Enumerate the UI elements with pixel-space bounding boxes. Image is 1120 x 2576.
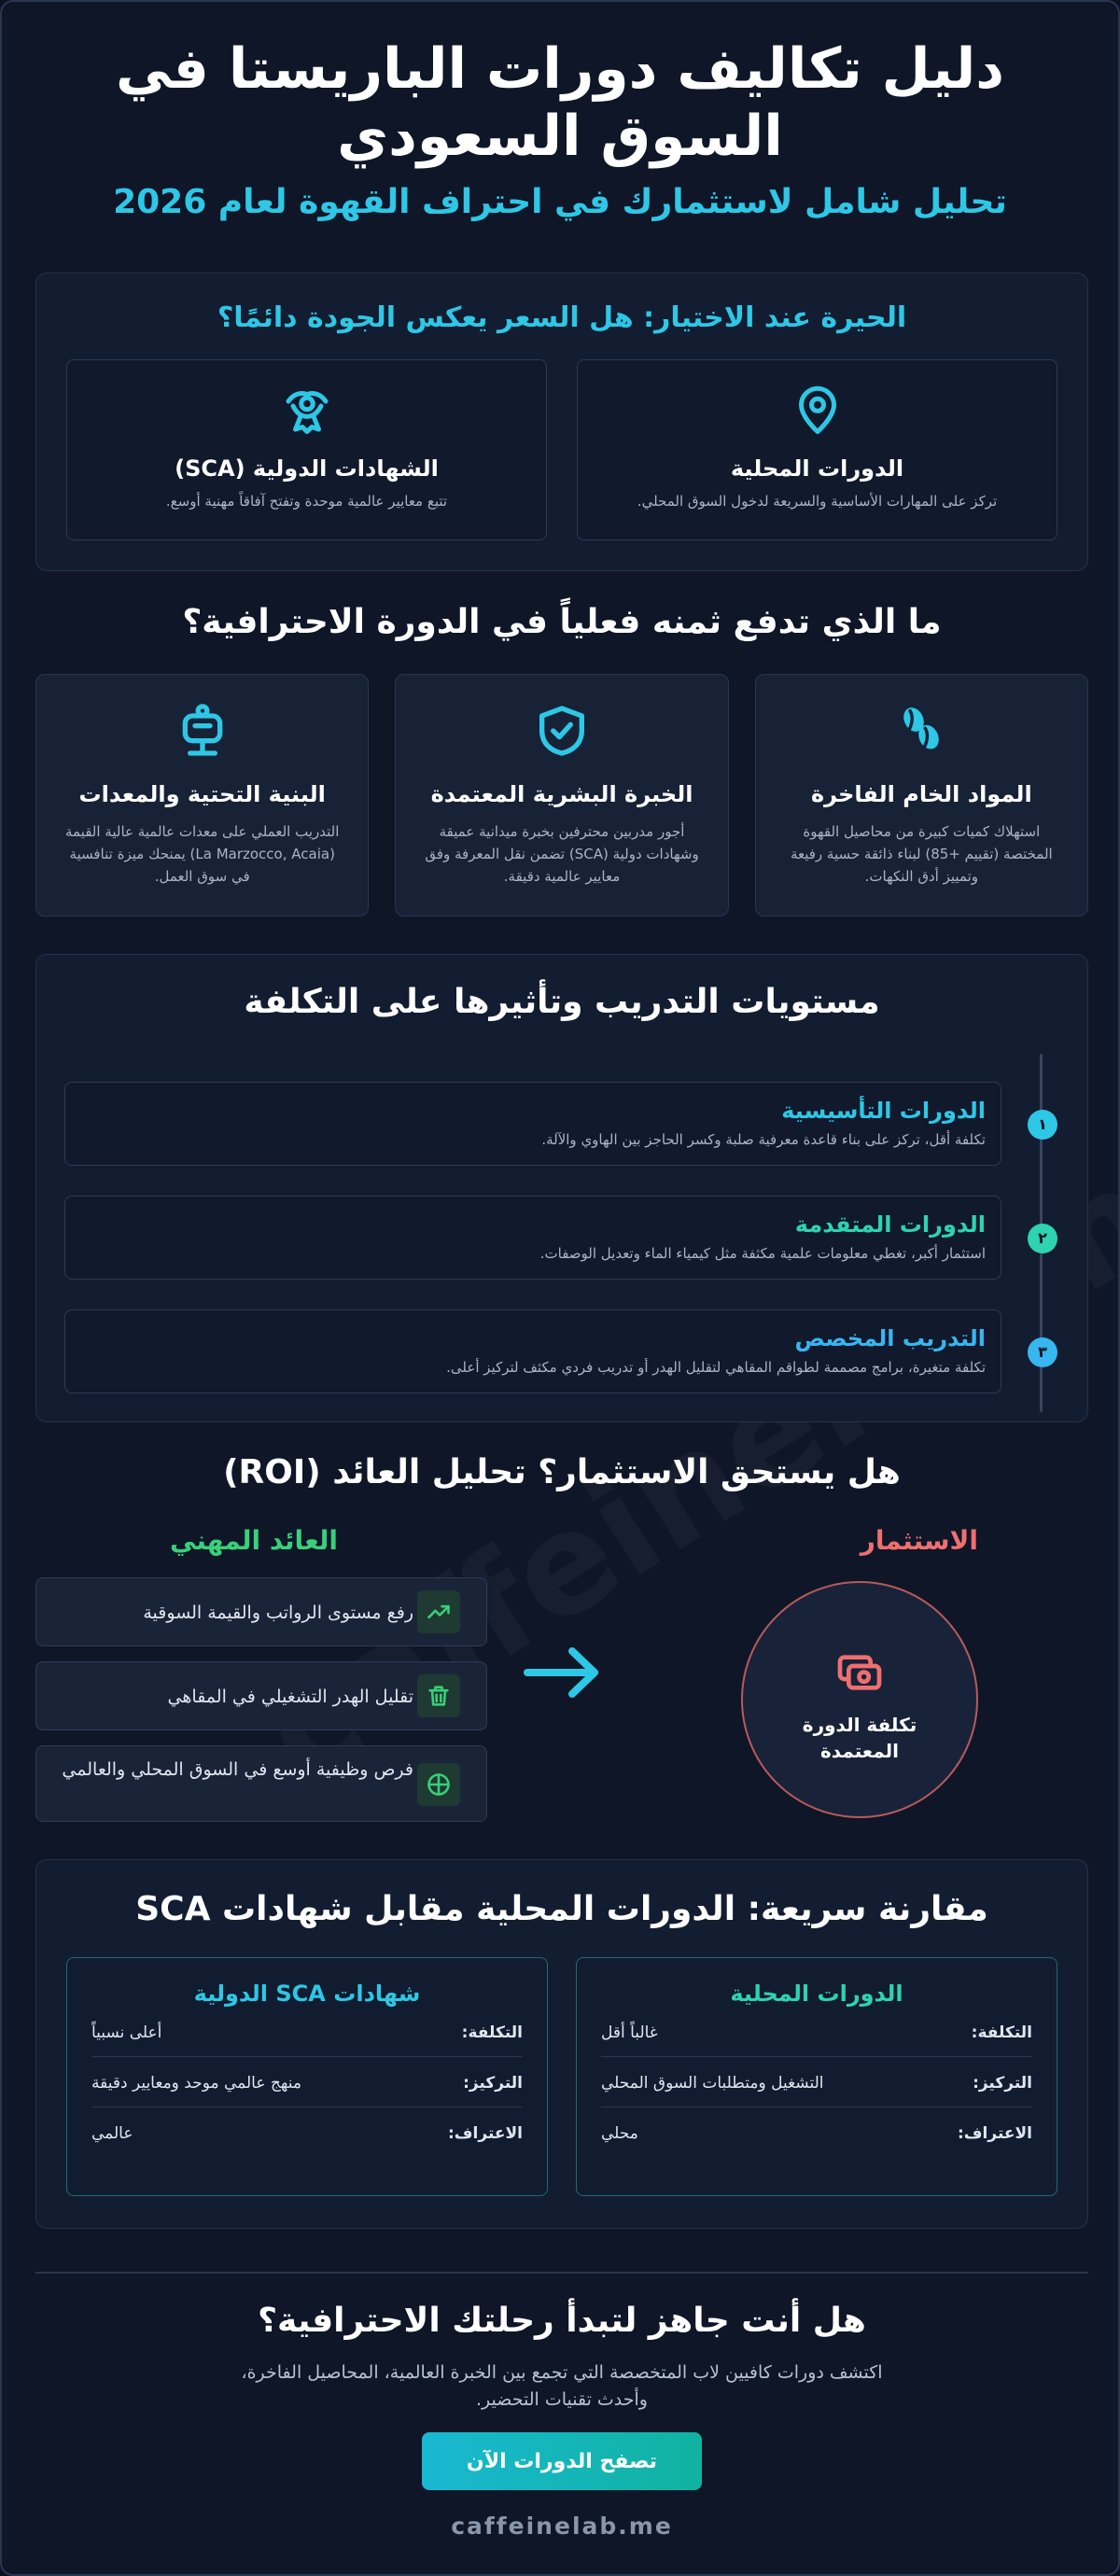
- comparison-key: التركيز:: [463, 2074, 523, 2093]
- dilemma-card-title: الدورات المحلية: [730, 455, 904, 482]
- level-item: [64, 1309, 1057, 1393]
- pay-card-title: البنية التحتية والمعدات: [78, 781, 326, 807]
- dilemma-title: الحيرة عند الاختيار: هل السعر يعكس الجودة دائمًا؟: [217, 301, 907, 334]
- cta-description: اكتشف دورات كافيين لاب المتخصصة التي تجمع بين الخبرة العالمية، المحاصيل الفاخرة، وأحدث تقنيات التحضير.: [241, 2362, 883, 2410]
- comparison-key: الاعتراف:: [448, 2124, 523, 2143]
- pay-card-raw-materials: [755, 674, 1088, 917]
- level-item: [64, 1082, 1057, 1166]
- roi-section-title: هل يستحق الاستثمار؟ تحليل العائد (ROI): [223, 1453, 901, 1491]
- level-number-badge: ١: [1028, 1110, 1057, 1140]
- arrow-right-icon: [520, 1640, 604, 1705]
- comparison-row: [91, 2023, 523, 2057]
- level-card: [64, 1309, 1001, 1393]
- level-item: [64, 1196, 1057, 1280]
- pay-card-desc: استهلاك كميات كبيرة من محاصيل القهوة المختصة (تقييم +85) لبناء ذائقة حسية رفيعة وتمييز أدق النكهات.: [790, 823, 1053, 885]
- level-title: الدورات المتقدمة: [794, 1211, 986, 1238]
- shield-check-icon: [532, 701, 592, 761]
- roi-benefit-text: تقليل الهدر التشغيلي في المقاهي: [167, 1687, 413, 1707]
- comparison-row: [91, 2074, 523, 2107]
- roi-circle-label: تكلفة الدورة المعتمدة: [802, 1714, 917, 1762]
- levels-section: [35, 954, 1088, 1422]
- pay-card-equipment: [35, 674, 369, 917]
- pay-card-expertise: [395, 674, 728, 917]
- pay-cards: [35, 674, 1088, 917]
- comparison-value: منهج عالمي موحد ومعايير دقيقة: [91, 2074, 301, 2093]
- dilemma-card-desc: تتبع معايير عالمية موحدة وتفتح آفاقاً مهنية أوسع.: [165, 493, 448, 510]
- certificate-icon: [279, 383, 335, 439]
- level-card: [64, 1082, 1001, 1166]
- dilemma-card-desc: تركز على المهارات الأساسية والسريعة لدخول السوق المحلي.: [637, 493, 998, 510]
- comparison-value: محلي: [601, 2124, 638, 2143]
- globe-icon: [426, 1771, 452, 1798]
- comparison-value: غالباً أقل: [601, 2023, 658, 2042]
- roi-benefit-item: [35, 1661, 487, 1730]
- comparison-value: التشغيل ومتطلبات السوق المحلي: [601, 2074, 824, 2093]
- comparison-section: [35, 1859, 1088, 2229]
- money-icon: [833, 1646, 886, 1699]
- dilemma-section: [35, 273, 1088, 571]
- roi-benefit-text: فرص وظيفية أوسع في السوق المحلي والعالمي: [62, 1759, 413, 1780]
- cta-title: هل أنت جاهز لتبدأ رحلتك الاحترافية؟: [258, 2302, 866, 2340]
- level-title: التدريب المخصص: [794, 1325, 986, 1351]
- location-pin-icon: [790, 383, 846, 439]
- roi-benefit-text: رفع مستوى الرواتب والقيمة السوقية: [143, 1603, 413, 1623]
- comparison-row: [601, 2074, 1032, 2107]
- hero-header: [39, 35, 1081, 221]
- divider: [35, 2272, 1088, 2274]
- comparison-row: [91, 2124, 523, 2158]
- level-number-badge: ٣: [1028, 1337, 1057, 1367]
- pay-card-desc: أجور مدربين محترفين بخبرة ميدانية عميقة وشهادات دولية (SCA) تضمن نقل المعرفة وفق معايير عالمية دقيقة.: [425, 823, 699, 885]
- pay-section-title: ما الذي تدفع ثمنه فعلياً في الدورة الاحترافية؟: [182, 603, 942, 641]
- comparison-row: [601, 2023, 1032, 2057]
- level-title: الدورات التأسيسية: [781, 1098, 986, 1124]
- equipment-icon: [173, 701, 232, 761]
- roi-benefit-badge: [417, 1590, 460, 1633]
- level-desc: تكلفة متغيرة، برامج مصممة لطواقم المقاهي لتقليل الهدر أو تدريب فردي مكثف لتركيز أعلى.: [446, 1359, 986, 1376]
- level-number-badge: ٢: [1028, 1224, 1057, 1253]
- roi-cost-circle: [741, 1581, 978, 1818]
- comparison-column-title: شهادات SCA الدولية: [193, 1981, 421, 2007]
- dilemma-card-local: [577, 359, 1057, 540]
- comparison-column-title: الدورات المحلية: [730, 1981, 903, 2007]
- levels-title: مستويات التدريب وتأثيرها على التكلفة: [244, 983, 880, 1021]
- comparison-column-local: [576, 1957, 1057, 2196]
- roi-benefit-item: [35, 1577, 487, 1646]
- trash-icon: [426, 1683, 452, 1709]
- roi-investment-heading: الاستثمار: [860, 1525, 978, 1556]
- level-desc: استثمار أكبر، تغطي معلومات علمية مكثفة مثل كيمياء الماء وتعديل الوصفات.: [539, 1245, 986, 1262]
- comparison-value: عالمي: [91, 2124, 133, 2143]
- browse-courses-button[interactable]: تصفح الدورات الآن: [422, 2432, 702, 2490]
- comparison-key: التكلفة:: [461, 2023, 523, 2042]
- page-subtitle: تحليل شامل لاستثمارك في احتراف القهوة لعام 2026: [113, 183, 1007, 221]
- pay-card-title: المواد الخام الفاخرة: [810, 781, 1032, 807]
- pay-card-title: الخبرة البشرية المعتمدة: [430, 781, 693, 807]
- comparison-key: التركيز:: [973, 2074, 1032, 2093]
- roi-benefit-item: [35, 1745, 487, 1822]
- roi-benefit-badge: [417, 1674, 460, 1717]
- comparison-key: التكلفة:: [971, 2023, 1032, 2042]
- comparison-row: [601, 2124, 1032, 2158]
- roi-return-heading: العائد المهني: [170, 1525, 338, 1556]
- level-desc: تكلفة أقل، تركز على بناء قاعدة معرفية صلبة وكسر الحاجز بين الهاوي والآلة.: [541, 1131, 986, 1148]
- level-card: [64, 1196, 1001, 1280]
- roi-benefit-badge: [417, 1763, 460, 1806]
- footer-site-link[interactable]: caffeinelab.me: [451, 2513, 673, 2540]
- comparison-column-sca: [66, 1957, 548, 2196]
- dilemma-cards: [66, 359, 1057, 540]
- comparison-value: أعلى نسبياً: [91, 2023, 162, 2042]
- trend-up-icon: [426, 1599, 452, 1625]
- comparison-key: الاعتراف:: [958, 2124, 1032, 2143]
- pay-card-desc: التدريب العملي على معدات عالمية عالية القيمة (La Marzocco, Acaia) يمنحك ميزة تنافسية في سوق العمل.: [64, 823, 340, 885]
- dilemma-card-sca: [66, 359, 547, 540]
- dilemma-card-title: الشهادات الدولية (SCA): [175, 455, 439, 482]
- comparison-title: مقارنة سريعة: الدورات المحلية مقابل شهادات SCA: [135, 1890, 988, 1928]
- coffee-beans-icon: [891, 701, 951, 761]
- page-title: دليل تكاليف دورات الباريستا في السوق السعودي: [115, 36, 1005, 169]
